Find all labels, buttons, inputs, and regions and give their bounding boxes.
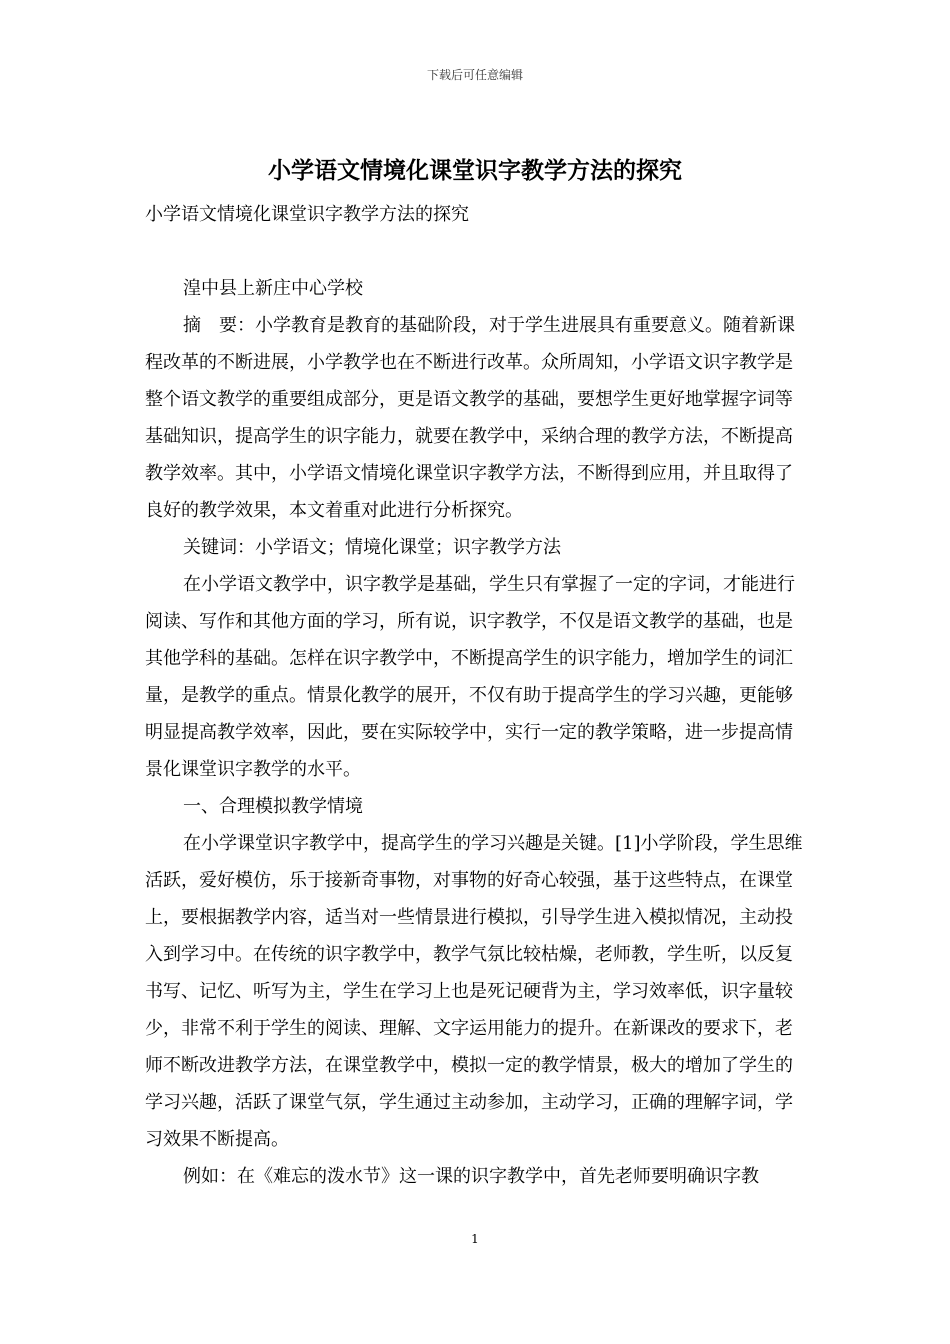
section-paragraph: 在小学课堂识字教学中，提高学生的学习兴趣是关键。[1]小学阶段，学生思维活跃，爱好模仿，乐于接新奇事物，对事物的好奇心较强，基于这些特点，在课堂上，要根据教学内容，适当对一些情景进行模拟，引导学生进入模拟情况，主动投入到学习中。在传统的识字教学中，教学气氛比较枯燥，老师教，学生听，以反复书写、记忆、听写为主，学生在学习上也是死记硬背为主，学习效率低，识字量较少，非常不利于学生的阅读、理解、文字运用能力的提升。在新课改的要求下，老师不断改进教学方法，在课堂教学中，模拟一定的教学情景，极大的增加了学生的学习兴趣，活跃了课堂气氛，学生通过主动参加，主动学习，正确的理解字词，学习效果不断提高。 [145,833,803,1150]
intro-paragraph: 在小学语文教学中，识字教学是基础，学生只有掌握了一定的字词，才能进行阅读、写作和其他方面的学习，所有说，识字教学，不仅是语文教学的基础，也是其他学科的基础。怎样在识字教学中，不断提高学生的识字能力，增加学生的词汇量，是教学的重点。情景化教学的展开，不仅有助于提高学生的学习兴趣，更能够明显提高教学效率，因此，要在实际较学中，实行一定的教学策略，进一步提高情景化课堂识字教学的水平。 [145,574,795,780]
document-title: 小学语文情境化课堂识字教学方法的探究 [268,157,682,184]
page-header: 下载后可任意编辑 [426,68,523,82]
school-name: 湟中县上新庄中心学校 [183,278,363,299]
page-number: 1 [471,1232,479,1246]
document-body [145,196,810,1195]
abstract-paragraph: 摘 要：小学教育是教育的基础阶段，对于学生进展具有重要意义。随着新课程改革的不断进展，小学教学也在不断进行改革。众所周知，小学语文识字教学是整个语文教学的重要组成部分，更是语文教学的基础，要想学生更好地掌握字词等基础知识，提高学生的识字能力，就要在教学中，采纳合理的教学方法，不断提高教学效率。其中，小学语文情境化课堂识字教学方法，不断得到应用，并且取得了良好的教学效果，本文着重对此进行分析探究。 [145,315,795,521]
blank-line [145,233,810,270]
keywords-paragraph: 关键词：小学语文；情境化课堂；识字教学方法 [183,537,561,558]
document-subtitle: 小学语文情境化课堂识字教学方法的探究 [145,204,469,225]
section-heading: 一、合理模拟教学情境 [183,796,363,817]
example-paragraph: 例如：在《难忘的泼水节》这一课的识字教学中，首先老师要明确识字教 [183,1166,759,1187]
